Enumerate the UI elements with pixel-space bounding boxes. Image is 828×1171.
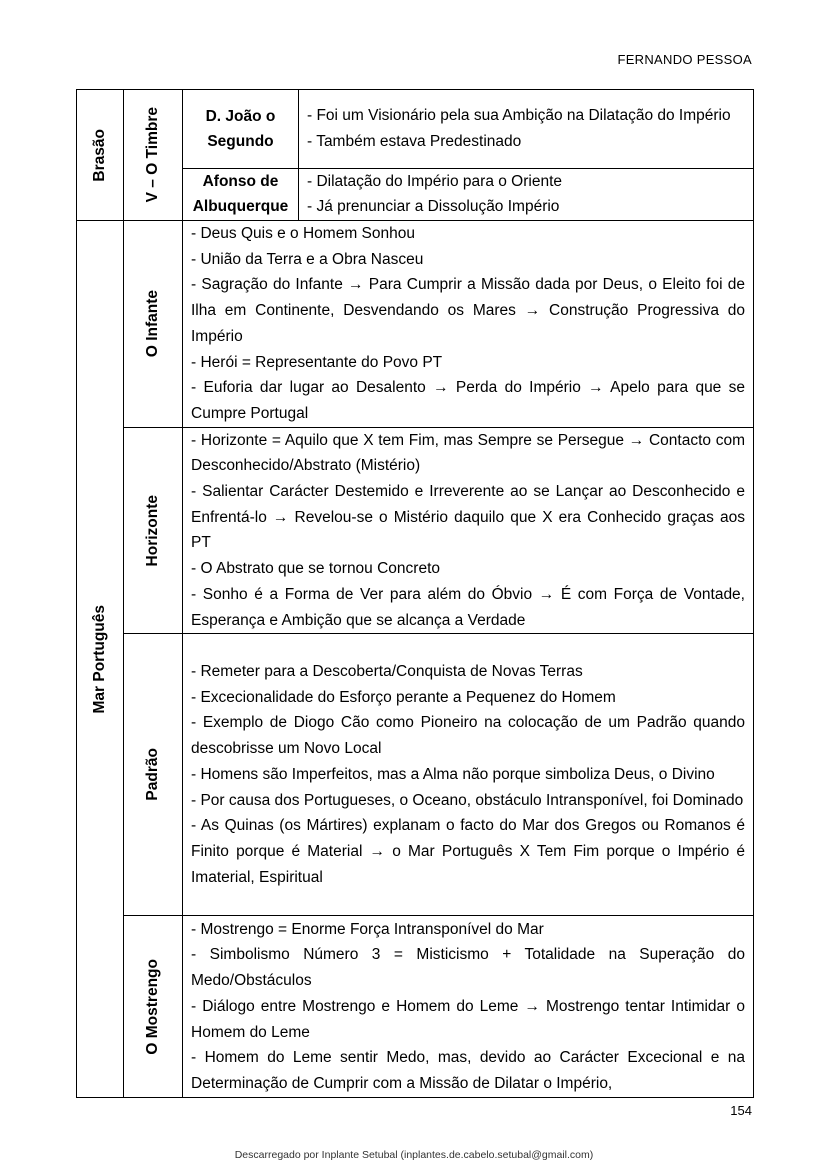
poem-label-cell xyxy=(124,427,183,634)
page-header: FERNANDO PESSOA xyxy=(617,52,752,67)
poem-label-padrao: Padrão xyxy=(144,748,161,802)
poem-label-horizonte: Horizonte xyxy=(144,494,161,567)
poem-label-cell xyxy=(124,221,183,428)
timbre-subtable xyxy=(183,90,753,220)
figure-notes: - Foi um Visionário pela sua Ambição na Dilatação do Império - Também estava Predestinado xyxy=(307,107,731,150)
section-label-mar-portugues: Mar Português xyxy=(91,604,108,714)
figure-name: D. João o Segundo xyxy=(183,90,299,168)
figure-notes: - Dilatação do Império para o Oriente - Já prenunciar a Dissolução Império xyxy=(307,172,563,216)
poem-label-cell xyxy=(124,634,183,916)
section-label-brasao: Brasão xyxy=(91,128,108,182)
poem-label-timbre: V – O Timbre xyxy=(144,107,161,203)
poem-notes-horizonte: - Horizonte = Aquilo que X tem Fim, mas Sempre se Persegue → Contacto com Desconhecido/Abstrato (Mistério) - Salientar Carácter Destemido e Irreverente ao se Lançar ao Desconhecido e Enfrentá-lo → Revelou-se o Mistério daquilo que X era Conhecido graças aos PT - O Abstrato que se tornou Concreto - Sonho é a Forma de Ver para além do Óbvio → É com Força de Vontade, Esperança e Ambição que se alcança a Verdade xyxy=(191,431,745,629)
timbre-cell xyxy=(183,90,754,221)
poem-label-cell xyxy=(124,90,183,221)
content-table xyxy=(76,89,754,1098)
poem-notes-infante: - Deus Quis e o Homem Sonhou - União da Terra e a Obra Nasceu - Sagração do Infante → Para Cumprir a Missão dada por Deus, o Eleito foi de Ilha em Continente, Desvendando os Mares → Construção Progressiva do Império - Herói = Representante do Povo PT - Euforia dar lugar ao Desalento → Perda do Império → Apelo para que se Cumpre Portugal xyxy=(191,225,745,422)
poem-label-infante: O Infante xyxy=(144,290,161,358)
poem-notes-padrao: - Remeter para a Descoberta/Conquista de Novas Terras - Excecionalidade do Esforço perante a Pequenez do Homem - Exemplo de Diogo Cão como Pioneiro na colocação de um Padrão quando descobrisse um Novo Local - Homens são Imperfeitos, mas a Alma não porque simboliza Deus, o Divino - Por causa dos Portugueses, o Oceano, obstáculo Intransponível, foi Dominado - As Quinas (os Mártires) explanam o facto do Mar dos Gregos ou Romanos é Finito porque é Material → o Mar Português X Tem Fim porque o Império é Imaterial, Espiritual xyxy=(191,663,745,886)
poem-label-cell xyxy=(124,916,183,1098)
section-label-cell xyxy=(77,90,124,221)
page-number: 154 xyxy=(730,1103,752,1118)
poem-notes-mostrengo: - Mostrengo = Enorme Força Intransponível do Mar - Simbolismo Número 3 = Misticismo + Totalidade na Superação do Medo/Obstáculos - Diálogo entre Mostrengo e Homem do Leme → Mostrengo tentar Intimidar o Homem do Leme - Homem do Leme sentir Medo, mas, devido ao Carácter Excecional e na Determinação de Cumprir com a Missão de Dilatar o Império, xyxy=(191,920,745,1092)
download-footer: Descarregado por Inplante Setubal (inplantes.de.cabelo.setubal@gmail.com) xyxy=(234,1149,594,1161)
section-label-cell xyxy=(77,221,124,1098)
poem-label-mostrengo: O Mostrengo xyxy=(144,958,161,1055)
figure-name: Afonso de Albuquerque xyxy=(183,168,299,220)
